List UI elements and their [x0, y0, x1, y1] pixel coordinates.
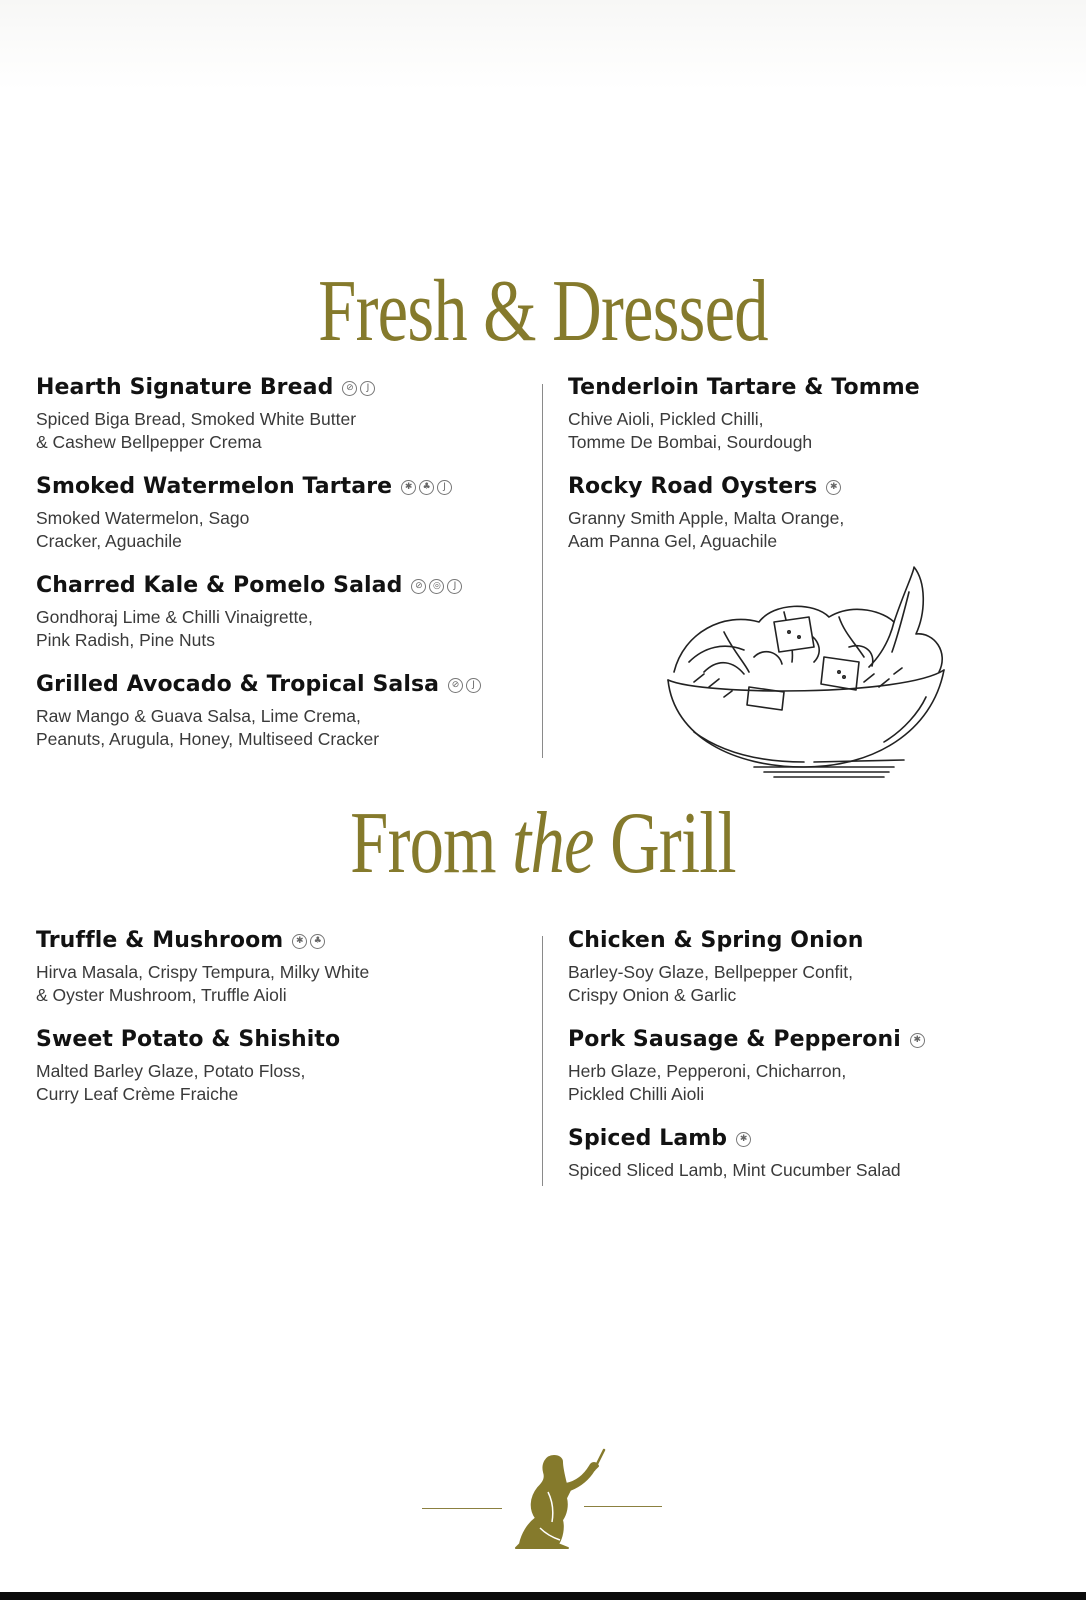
section-title-from-the-grill: [119, 795, 966, 892]
item-name: Chicken & Spring Onion: [568, 928, 864, 953]
vegan-icon: ♣: [310, 934, 325, 949]
dietary-badges: [292, 934, 325, 949]
jain-icon: J: [466, 678, 481, 693]
item-name: Truffle & Mushroom: [36, 928, 284, 953]
section-title-fresh-dressed: Fresh & Dressed: [318, 263, 768, 360]
item-name: Charred Kale & Pomelo Salad: [36, 573, 403, 598]
dietary-badges: [910, 1033, 925, 1048]
item-desc-line: Aam Panna Gel, Aguachile: [568, 531, 778, 551]
dietary-badges: [826, 480, 841, 495]
title-part: From: [350, 795, 513, 892]
bottom-bar: [0, 1592, 1086, 1600]
item-desc-line: Smoked Watermelon, Sago: [36, 508, 250, 528]
title-part: Grill: [593, 795, 736, 892]
item-desc-line: Gondhoraj Lime & Chilli Vinaigrette,: [36, 607, 313, 627]
item-name: Hearth Signature Bread: [36, 375, 334, 400]
menu-item: [568, 1026, 1068, 1106]
menu-item: [36, 927, 536, 1007]
nut-icon: ✱: [826, 480, 841, 495]
menu-item: [36, 572, 536, 652]
item-desc-line: Cracker, Aguachile: [36, 531, 182, 551]
no-gluten-icon: ⊘: [342, 381, 357, 396]
item-desc-line: Peanuts, Arugula, Honey, Multiseed Cracker: [36, 729, 380, 749]
reclining-figure-logo: [508, 1448, 612, 1554]
item-desc-line: Malted Barley Glaze, Potato Floss,: [36, 1061, 306, 1081]
dietary-badges: [448, 678, 481, 693]
item-name: Smoked Watermelon Tartare: [36, 474, 393, 499]
item-name: Rocky Road Oysters: [568, 474, 818, 499]
menu-item: [36, 671, 536, 751]
nut-icon: ✱: [910, 1033, 925, 1048]
salad-bowl-illustration: [664, 562, 954, 792]
no-gluten-icon: ⊘: [448, 678, 463, 693]
item-desc-line: Herb Glaze, Pepperoni, Chicharron,: [568, 1061, 847, 1081]
nut-icon: ✱: [736, 1132, 751, 1147]
menu-item: [568, 374, 1068, 454]
no-gluten-icon: ⊘: [411, 579, 426, 594]
jain-icon: J: [360, 381, 375, 396]
dairy-icon: ◎: [429, 579, 444, 594]
menu-item: [36, 473, 536, 553]
menu-item: [36, 1026, 536, 1106]
item-name: Sweet Potato & Shishito: [36, 1027, 341, 1052]
nut-icon: ✱: [292, 934, 307, 949]
item-name: Tenderloin Tartare & Tomme: [568, 375, 920, 400]
dietary-badges: [342, 381, 375, 396]
item-name: Grilled Avocado & Tropical Salsa: [36, 672, 440, 697]
item-desc-line: Tomme De Bombai, Sourdough: [568, 432, 813, 452]
footer-rule-left: [422, 1508, 502, 1509]
column-divider: [542, 384, 543, 758]
nut-icon: ✱: [401, 480, 416, 495]
item-desc-line: Granny Smith Apple, Malta Orange,: [568, 508, 845, 528]
top-haze: [0, 0, 1086, 90]
item-name: Pork Sausage & Pepperoni: [568, 1027, 901, 1052]
jain-icon: J: [447, 579, 462, 594]
dietary-badges: [736, 1132, 751, 1147]
item-desc-line: Chive Aioli, Pickled Chilli,: [568, 409, 764, 429]
vegan-icon: ♣: [419, 480, 434, 495]
item-desc-line: Pickled Chilli Aioli: [568, 1084, 705, 1104]
item-desc-line: Raw Mango & Guava Salsa, Lime Crema,: [36, 706, 361, 726]
menu-item: [568, 473, 1068, 553]
menu-item: [36, 374, 536, 454]
item-desc-line: Hirva Masala, Crispy Tempura, Milky White: [36, 962, 370, 982]
item-desc-line: Curry Leaf Crème Fraiche: [36, 1084, 239, 1104]
menu-item: [568, 927, 1068, 1007]
item-desc-line: & Cashew Bellpepper Crema: [36, 432, 262, 452]
item-desc-line: Spiced Biga Bread, Smoked White Butter: [36, 409, 357, 429]
title-part-italic: the: [512, 795, 594, 892]
menu-item: [568, 1125, 1068, 1182]
item-desc-line: Pink Radish, Pine Nuts: [36, 630, 215, 650]
dietary-badges: [411, 579, 462, 594]
column-divider: [542, 936, 543, 1186]
item-desc-line: Crispy Onion & Garlic: [568, 985, 737, 1005]
item-desc-line: Spiced Sliced Lamb, Mint Cucumber Salad: [568, 1160, 901, 1180]
item-desc-line: Barley-Soy Glaze, Bellpepper Confit,: [568, 962, 853, 982]
jain-icon: J: [437, 480, 452, 495]
item-desc-line: & Oyster Mushroom, Truffle Aioli: [36, 985, 287, 1005]
dietary-badges: [401, 480, 452, 495]
item-name: Spiced Lamb: [568, 1126, 728, 1151]
